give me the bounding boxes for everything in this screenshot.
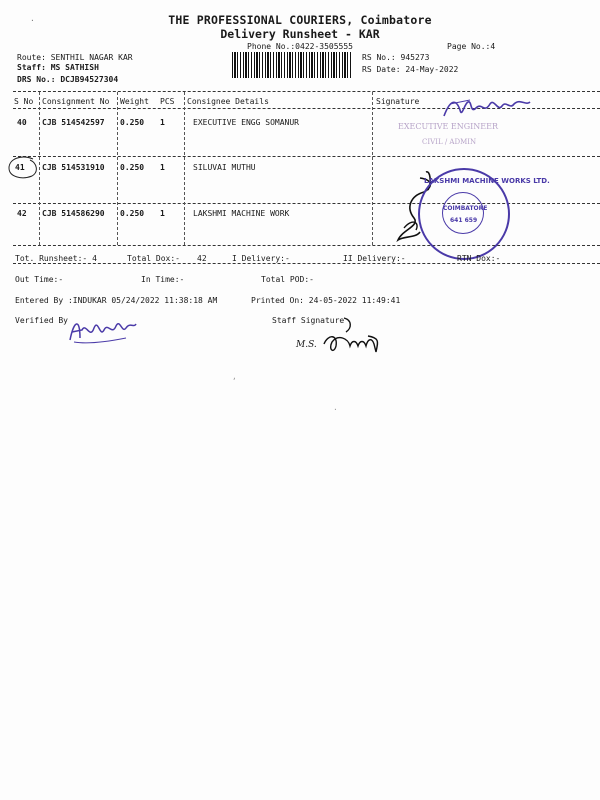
row-pcs: 1 xyxy=(160,163,165,172)
totals-rule xyxy=(13,263,600,264)
row-consignment: CJB 514531910 xyxy=(42,163,105,172)
row-weight: 0.250 xyxy=(120,118,145,127)
rtn-dox: RTN Dox:- xyxy=(457,254,501,263)
row-consignment: CJB 514542597 xyxy=(42,118,105,127)
tot-runsheet: Tot. Runsheet:- 4 xyxy=(15,254,97,263)
column-divider xyxy=(372,92,373,245)
col-header-pcs: PCS xyxy=(160,97,175,106)
col-header-sno: S No xyxy=(14,97,34,106)
row-consignment: CJB 514586290 xyxy=(42,209,105,218)
col-header-consignment: Consignment No xyxy=(42,97,110,106)
i-delivery: I Delivery:- xyxy=(232,254,290,263)
table-bottom-rule xyxy=(13,245,600,246)
stamp-city: COIMBATORE xyxy=(443,205,488,212)
barcode xyxy=(232,52,352,78)
entered-by: Entered By :INDUKAR 05/24/2022 11:38:18 AM xyxy=(15,296,218,305)
staff-label: Staff: MS SATHISH xyxy=(17,63,99,72)
verifier-signature xyxy=(66,314,140,346)
row-rule xyxy=(13,203,600,204)
col-header-signature: Signature xyxy=(376,97,420,106)
col-header-weight: Weight xyxy=(120,97,149,106)
rs-number: RS No.: 945273 xyxy=(362,53,430,62)
col-header-consignee: Consignee Details xyxy=(187,97,269,106)
row-pcs: 1 xyxy=(160,118,165,127)
stamp-inner-ring xyxy=(442,192,484,234)
page-number: Page No.:4 xyxy=(447,42,496,51)
scan-mark: · xyxy=(30,16,35,25)
row-sno: 41 xyxy=(15,163,25,172)
column-divider xyxy=(117,92,118,245)
row-consignee: EXECUTIVE ENGG SOMANUR xyxy=(193,118,299,127)
row-weight: 0.250 xyxy=(120,163,145,172)
staff-signature-label: Staff Signature xyxy=(272,316,345,325)
route-label: Route: SENTHIL NAGAR KAR xyxy=(17,53,133,62)
row-sno: 40 xyxy=(17,118,27,127)
row-weight: 0.250 xyxy=(120,209,145,218)
out-time: Out Time:- xyxy=(15,275,64,284)
total-dox-value: 42 xyxy=(197,254,207,263)
row-sno: 42 xyxy=(17,209,27,218)
staff-initials: M.S. xyxy=(296,340,317,350)
rs-date: RS Date: 24-May-2022 xyxy=(362,65,459,74)
column-divider xyxy=(184,92,185,245)
consignee-signature-40 xyxy=(440,94,535,124)
faint-stamp-line: CIVIL / ADMIN xyxy=(422,138,477,146)
total-dox-label: Total Dox:- xyxy=(127,254,180,263)
faint-stamp-line: EXECUTIVE ENGINEER xyxy=(398,122,498,131)
company-title: THE PROFESSIONAL COURIERS, Coimbatore xyxy=(168,13,432,27)
total-pod: Total POD:- xyxy=(261,275,314,284)
row-pcs: 1 xyxy=(160,209,165,218)
in-time: In Time:- xyxy=(141,275,185,284)
staff-signature xyxy=(318,316,382,356)
scan-mark: · xyxy=(333,405,338,414)
scan-mark: , xyxy=(232,372,237,381)
row-consignee: LAKSHMI MACHINE WORK xyxy=(193,209,290,218)
stamp-pin: 641 659 xyxy=(450,217,478,224)
hand-circle-mark xyxy=(6,155,40,181)
stamp-company-name: LAKSHMI MACHINE WORKS LTD. xyxy=(424,177,550,185)
row-consignee: SILUVAI MUTHU xyxy=(193,163,256,172)
verified-by-label: Verified By xyxy=(15,316,68,325)
phone-number: Phone No.:0422-3505555 xyxy=(247,42,353,51)
printed-on: Printed On: 24-05-2022 11:49:41 xyxy=(251,296,401,305)
document-subtitle: Delivery Runsheet - KAR xyxy=(220,27,380,41)
table-top-rule xyxy=(13,91,600,92)
ii-delivery: II Delivery:- xyxy=(343,254,406,263)
drs-number: DRS No.: DCJB94527304 xyxy=(17,75,119,84)
row-rule xyxy=(13,156,600,157)
